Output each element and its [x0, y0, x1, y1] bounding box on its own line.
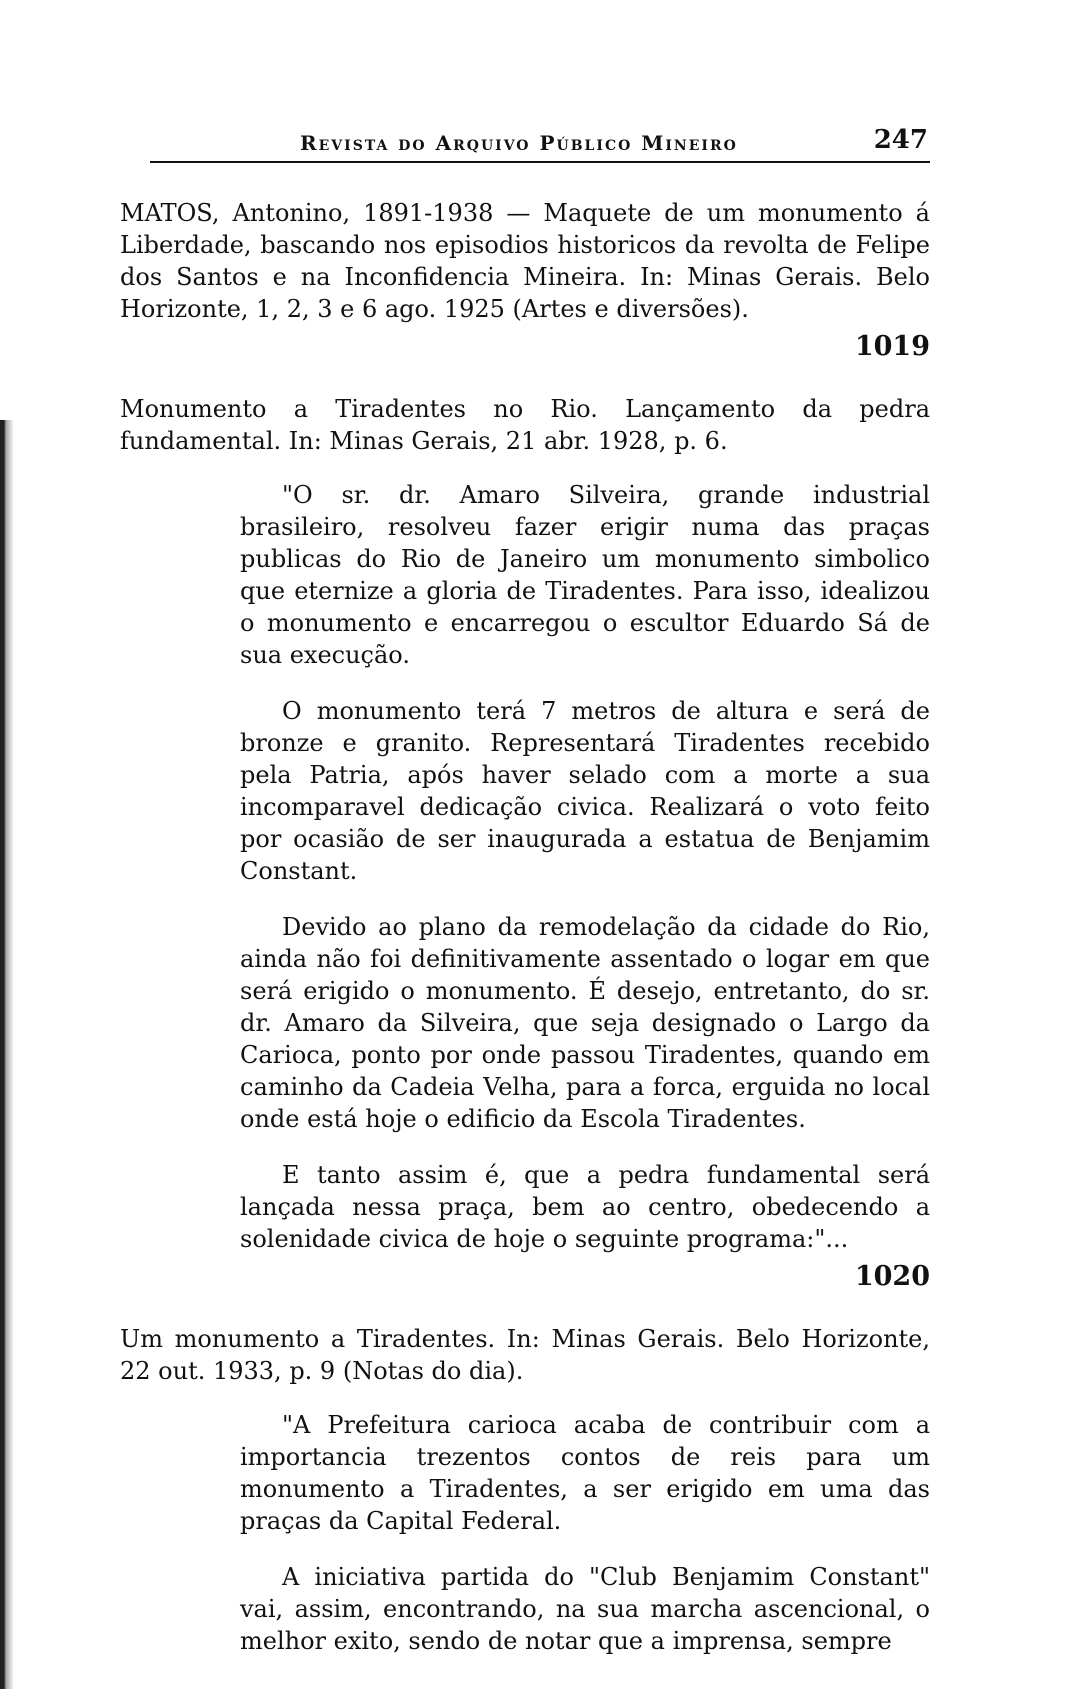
entry-citation: Monumento a Tiradentes no Rio. Lançamento da pedra fundamental. In: Minas Gerais, 21 abr. 1928, p. 6.: [120, 395, 930, 455]
binding-edge: [0, 420, 16, 1689]
quote-paragraph: Devido ao plano da remodelação da cidade do Rio, ainda não foi definitivamente assentado o logar em que será erigido o monumento. É desejo, entretanto, do sr. dr. Amaro da Silveira, que seja designado o Largo da Carioca, ponto por onde passou Tiradentes, quando em caminho da Cadeia Velha, para a forca, erguida no local onde está hoje o edificio da Escola Tiradentes.: [240, 913, 930, 1133]
quote-paragraph: "O sr. dr. Amaro Silveira, grande industrial brasileiro, resolveu fazer erigir numa das praças publicas do Rio de Janeiro um monumento simbolico que eternize a gloria de Tiradentes. Para isso, idealizou o monumento e encarregou o escultor Eduardo Sá de sua execução.: [240, 481, 930, 669]
bibliography-entry: [120, 197, 930, 363]
journal-title: Revista do Arquivo Público Mineiro: [300, 131, 738, 155]
bibliography-entry: [120, 1323, 930, 1657]
entry-quote: [240, 1409, 930, 1657]
entry-citation: Um monumento a Tiradentes. In: Minas Gerais. Belo Horizonte, 22 out. 1933, p. 9 (Notas do dia).: [120, 1325, 930, 1385]
quote-paragraph: A iniciativa partida do "Club Benjamim Constant" vai, assim, encontrando, na sua marcha ascencional, o melhor exito, sendo de notar que a imprensa, sempre: [240, 1563, 930, 1655]
quote-paragraph: "A Prefeitura carioca acaba de contribuir com a importancia trezentos contos de reis para um monumento a Tiradentes, a ser erigido em uma das praças da Capital Federal.: [240, 1411, 930, 1535]
entry-citation: MATOS, Antonino, 1891-1938 — Maquete de um monumento á Liberdade, bascando nos episodios historicos da revolta de Felipe dos Santos e na Inconfidencia Mineira. In: Minas Gerais. Belo Horizonte, 1, 2, 3 e 6 ago. 1925 (Artes e diversões).: [120, 199, 930, 323]
entry-quote: [240, 479, 930, 1255]
quote-paragraph: O monumento terá 7 metros de altura e será de bronze e granito. Representará Tiradentes recebido pela Patria, após haver selado com a morte a sua incomparavel dedicação civica. Realizará o voto feito por ocasião de ser inaugurada a estatua de Benjamim Constant.: [240, 697, 930, 885]
entry-number: 1019: [854, 331, 930, 362]
entry-number: 1020: [854, 1261, 930, 1292]
running-header: [150, 125, 930, 163]
document-page: [120, 125, 930, 1657]
page-number: 247: [873, 125, 928, 155]
bibliography-entry: [120, 393, 930, 1293]
quote-paragraph: E tanto assim é, que a pedra fundamental será lançada nessa praça, bem ao centro, obedecendo a solenidade civica de hoje o seguinte programa:"...: [240, 1161, 930, 1253]
